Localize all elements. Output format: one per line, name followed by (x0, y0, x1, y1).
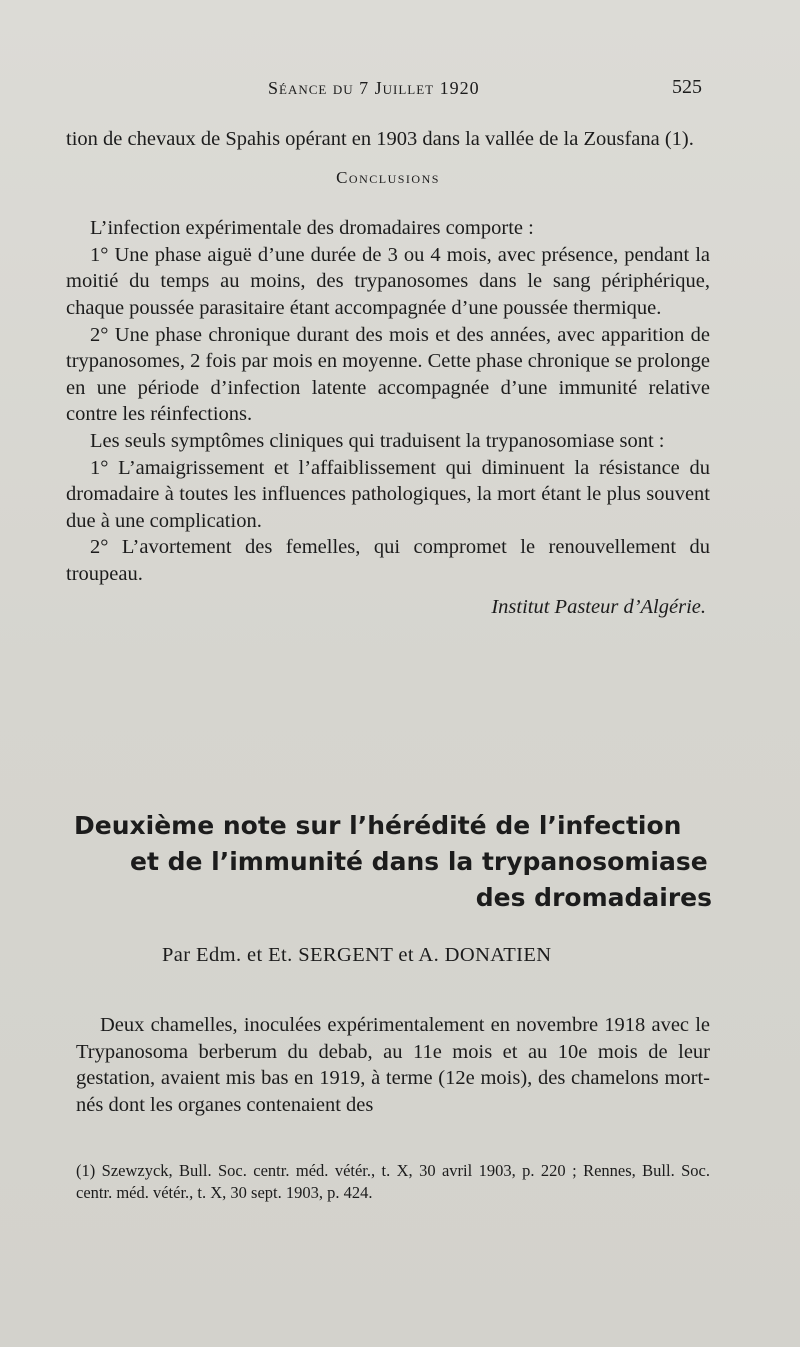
footnote (76, 1160, 710, 1204)
title-line: et de l’immunité dans la trypanosomiase (130, 847, 708, 876)
footnote-text: (1) Szewzyck, Bull. Soc. centr. méd. vétér., t. X, 30 avril 1903, p. 220 ; Rennes, Bull. Soc. centr. méd. vétér., t. X, 30 sept. 1903, p. 424. (76, 1161, 710, 1202)
title-line: des dromadaires (475, 883, 712, 912)
paragraph: 1° L’amaigrissement et l’affaiblissement qui diminuent la résistance du dromadaire à toutes les influences pathologiques, la mort étant le plus souvent due à une complication. (66, 456, 710, 532)
conclusions-section (66, 126, 710, 620)
running-head: Séance du 7 Juillet 1920 (268, 78, 480, 98)
paragraph: 2° Une phase chronique durant des mois et des années, avec apparition de trypanosomes, 2 fois par mois en moyenne. Cette phase chronique se prolonge en une période d’infection latente accompagnée d’une immunité relative contre les réinfections. (66, 323, 710, 426)
paragraph: 2° L’avortement des femelles, qui compromet le renouvellement du troupeau. (66, 536, 710, 585)
page-number: 525 (672, 76, 702, 98)
intro-paragraph: tion de chevaux de Spahis opérant en 1903 dans la vallée de la Zousfana (1). (66, 128, 694, 150)
paragraph: Les seuls symptômes cliniques qui traduisent la trypanosomiase sont : (90, 429, 665, 452)
paragraph: L’infection expérimentale des dromadaires comporte : (90, 217, 534, 240)
paragraph: 1° Une phase aiguë d’une durée de 3 ou 4 mois, avec présence, pendant la moitié du temps au moins, des trypanosomes dans le sang périphérique, chaque poussée parasitaire étant accompagnée d’une poussée thermique. (66, 243, 710, 319)
signature: Institut Pasteur d’Algérie. (491, 595, 706, 618)
article-title (74, 808, 714, 916)
paragraph: Deux chamelles, inoculées expérimentalement en novembre 1918 avec le Trypanosoma berberum du debab, au 11e mois et au 10e mois de leur gestation, avaient mis bas en 1919, à terme (12e mois), des chamelons mort-nés dont les organes contenaient des (76, 1014, 710, 1116)
article-body (76, 1012, 710, 1118)
title-line: Deuxième note sur l’hérédité de l’infection (74, 811, 682, 840)
section-heading: Conclusions (336, 167, 440, 187)
page-header (0, 76, 800, 106)
authors-line: Par Edm. et Et. SERGENT et A. DONATIEN (162, 944, 552, 966)
